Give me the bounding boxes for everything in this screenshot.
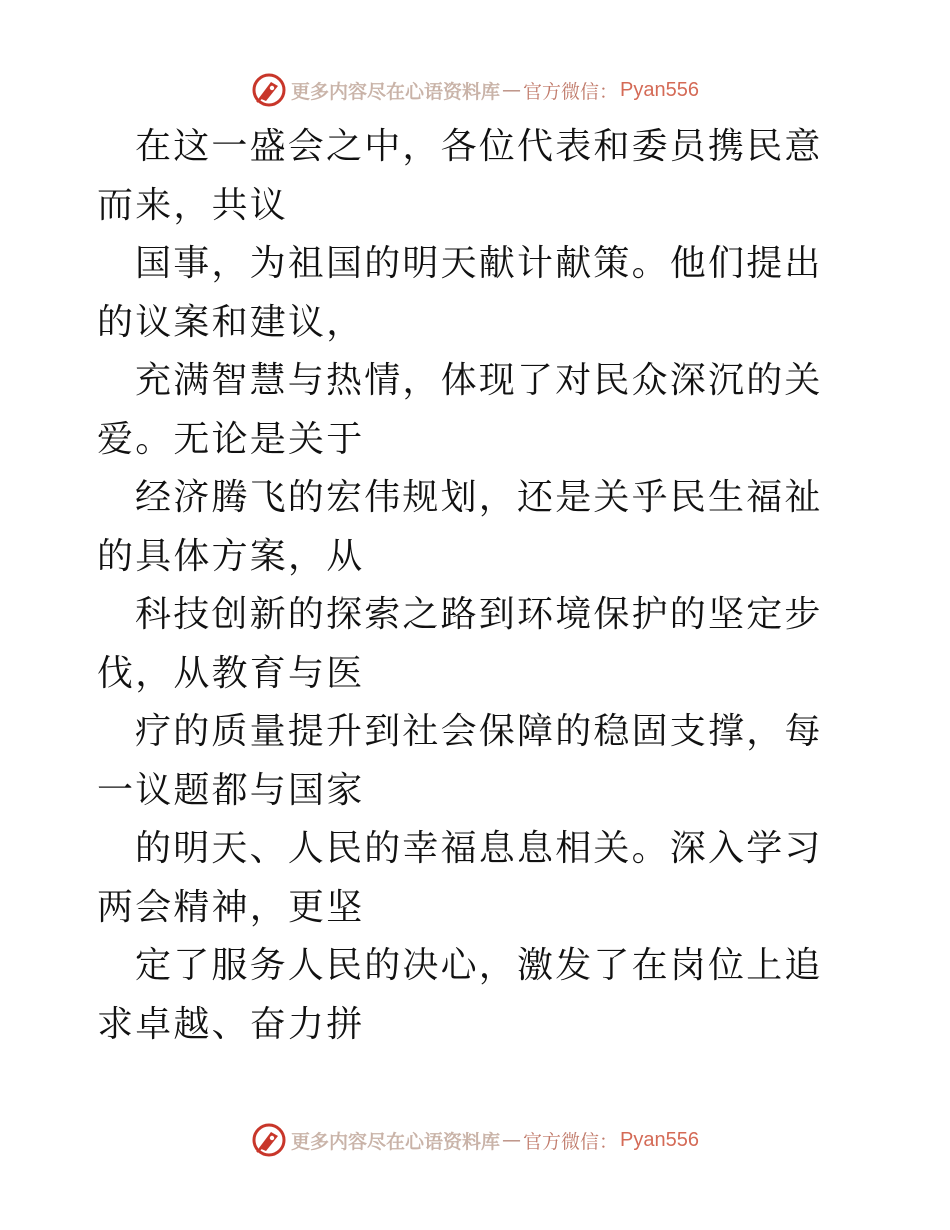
pen-nib-logo-icon <box>251 1122 287 1158</box>
paragraph: 的明天、人民的幸福息息相关。深入学习两会精神，更坚 <box>97 828 823 928</box>
header-dash: — <box>502 79 522 101</box>
footer-banner <box>0 1120 950 1160</box>
paragraph: 充满智慧与热情，体现了对民众深沉的关爱。无论是关于 <box>97 360 823 460</box>
pen-nib-logo-icon <box>251 72 287 108</box>
paragraph: 经济腾飞的宏伟规划，还是关乎民生福祉的具体方案，从 <box>97 477 823 577</box>
footer-site-text: 更多内容尽在心语资料库 <box>291 1130 501 1153</box>
document-body <box>97 118 857 1054</box>
paragraph: 科技创新的探索之路到环境保护的坚定步伐，从教育与医 <box>97 594 823 694</box>
header-banner <box>0 70 950 110</box>
paragraph: 在这一盛会之中，各位代表和委员携民意而来，共议 <box>97 126 823 226</box>
header-wechat-label: 官方微信： <box>523 80 619 103</box>
footer-wechat-id: Pyan556 <box>620 1128 699 1151</box>
header-site-text: 更多内容尽在心语资料库 <box>291 80 501 103</box>
paragraph: 国事，为祖国的明天献计献策。他们提出的议案和建议， <box>97 243 823 343</box>
header-wechat-id: Pyan556 <box>620 78 699 101</box>
paragraph: 定了服务人民的决心，激发了在岗位上追求卓越、奋力拼 <box>97 945 823 1045</box>
footer-wechat-label: 官方微信： <box>523 1130 619 1153</box>
footer-dash: — <box>502 1129 522 1151</box>
paragraph: 疗的质量提升到社会保障的稳固支撑，每一议题都与国家 <box>97 711 823 811</box>
